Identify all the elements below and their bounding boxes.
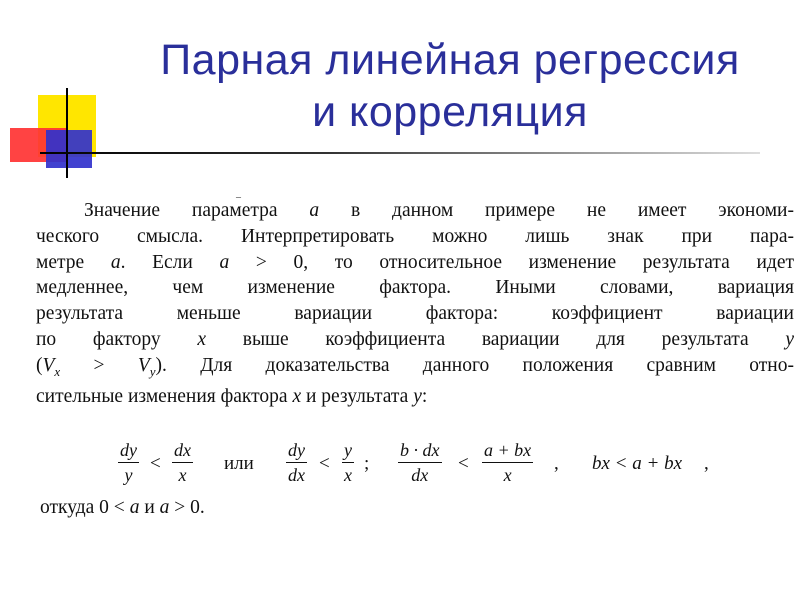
math-variable: V (137, 354, 150, 376)
decor-blue-square (46, 130, 92, 168)
math-variable: a (309, 200, 320, 221)
text-run: метре (36, 251, 111, 273)
text-run: откуда 0 < (40, 497, 130, 518)
decor-vertical-line (66, 88, 68, 178)
text-run: и (139, 497, 160, 518)
math-variable: y (785, 328, 795, 350)
formula-row (118, 440, 738, 490)
fraction-dy-y: dy y (120, 440, 137, 486)
slide-title (90, 34, 800, 138)
text-run: ческого смысла. Интерпретировать можно лишь знак при пара- (36, 225, 794, 247)
less-than: < (319, 453, 330, 474)
math-variable: a (219, 251, 230, 273)
text-run: > 0, то относительное изменение результата идет (229, 251, 795, 273)
math-variable: x (292, 386, 302, 408)
text-run: > 0. (169, 497, 205, 518)
math-variable: x (54, 363, 61, 379)
math-variable: V (42, 354, 55, 376)
math-variable: y (413, 386, 422, 408)
scan-mark: – (236, 192, 241, 203)
paragraph-line (36, 327, 794, 353)
paragraph-line (36, 198, 794, 224)
text-run: сительные изменения фактора (36, 386, 293, 408)
comma: , (554, 453, 559, 474)
paragraph-line (36, 353, 794, 385)
math-variable: x (197, 328, 207, 350)
math-variable: a (129, 497, 140, 518)
text-run: Значение параметра (84, 200, 310, 221)
title-line-1: Парная линейная регрессия (160, 36, 740, 84)
less-than: < (458, 453, 469, 474)
fraction-a-bx-x: a + bx x (484, 440, 532, 486)
text-run: > (60, 354, 138, 376)
text-run: медленнее, чем изменение фактора. Иными словами, вариация (36, 277, 794, 299)
title-underline (40, 152, 760, 154)
text-run: ( (36, 354, 43, 376)
semicolon: ; (364, 453, 370, 474)
fraction-bdx-dx: b · dx dx (400, 440, 440, 486)
math-variable: a (159, 497, 170, 518)
text-run: : (421, 386, 428, 408)
paragraph-line (36, 250, 794, 276)
paragraph-line (36, 301, 794, 327)
text-run: по фактору (36, 328, 198, 350)
text-run: и результата (301, 386, 414, 408)
less-than: < (150, 453, 161, 474)
math-variable: a (110, 251, 121, 273)
text-run: . Если (120, 251, 220, 273)
text-run: выше коэффициента вариации для результата (206, 328, 786, 350)
word-or: или (224, 453, 254, 474)
text-run: результата меньше вариации фактора: коэффициент вариации (36, 303, 794, 325)
comma: , (704, 453, 709, 474)
text-run: ). Для доказательства данного положения сравним отно- (155, 354, 794, 376)
fraction-dy-dx: dy dx (288, 440, 305, 486)
body-paragraph (36, 198, 794, 410)
paragraph-line (36, 224, 794, 250)
paragraph-line (36, 275, 794, 301)
paragraph-line (36, 384, 794, 410)
fraction-y-x: y x (344, 440, 352, 486)
fraction-dx-x: dx x (174, 440, 191, 486)
math-variable: y (149, 363, 156, 379)
text-run: в данном примере не имеет экономи- (319, 200, 794, 221)
inequality-bx: bx < a + bx (592, 453, 683, 474)
conclusion-line (40, 497, 205, 519)
title-line-2: и корреляция (312, 88, 588, 136)
